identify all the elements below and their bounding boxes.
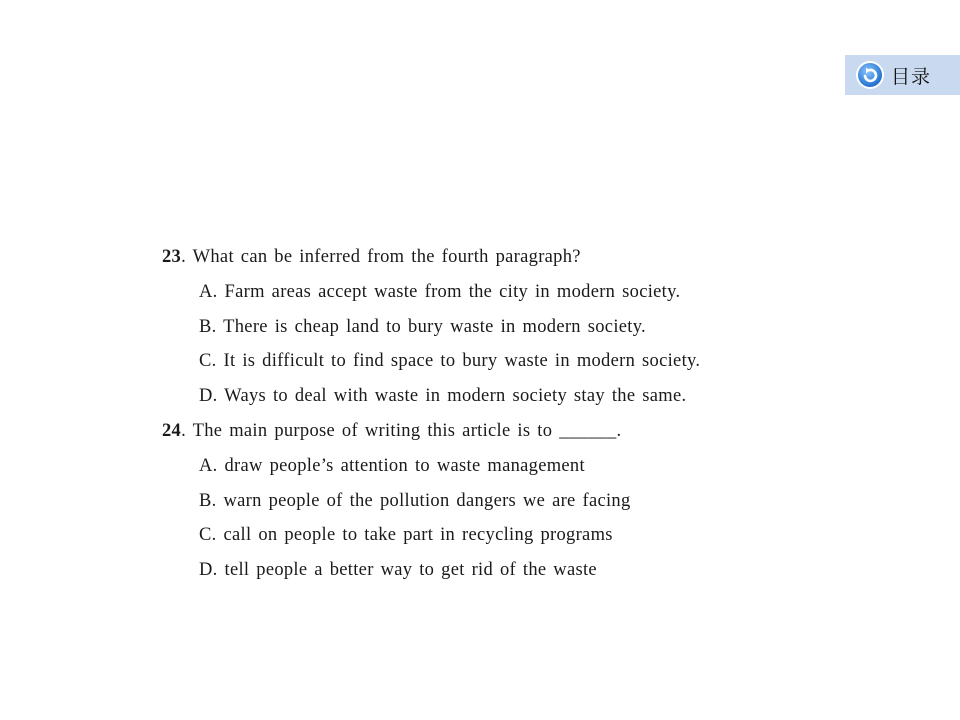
toc-label: 目录 — [891, 65, 932, 88]
question-block — [162, 240, 862, 588]
question-24-stem — [162, 414, 862, 449]
question-23-option-d: D. Ways to deal with waste in modern society stay the same. — [199, 386, 687, 407]
question-number: 23 — [162, 247, 182, 267]
question-23-option-b: B. There is cheap land to bury waste in modern society. — [199, 316, 646, 337]
question-text: . The main purpose of writing this article is to ______. — [181, 420, 622, 441]
question-24-option-a: A. draw people’s attention to waste management — [199, 455, 585, 476]
toc-button[interactable] — [845, 55, 960, 95]
question-23-option-a: A. Farm areas accept waste from the city in modern society. — [199, 281, 681, 302]
question-23-stem — [162, 240, 862, 275]
question-text: . What can be inferred from the fourth paragraph? — [181, 247, 581, 267]
question-23-option-c: C. It is difficult to find space to bury waste in modern society. — [199, 351, 701, 372]
question-24-option-c: C. call on people to take part in recycling programs — [199, 525, 613, 546]
question-number: 24 — [162, 420, 182, 441]
refresh-circle-icon — [855, 60, 885, 90]
question-24-option-d: D. tell people a better way to get rid of the waste — [199, 560, 597, 581]
question-24-option-b: B. warn people of the pollution dangers we are facing — [199, 490, 631, 511]
